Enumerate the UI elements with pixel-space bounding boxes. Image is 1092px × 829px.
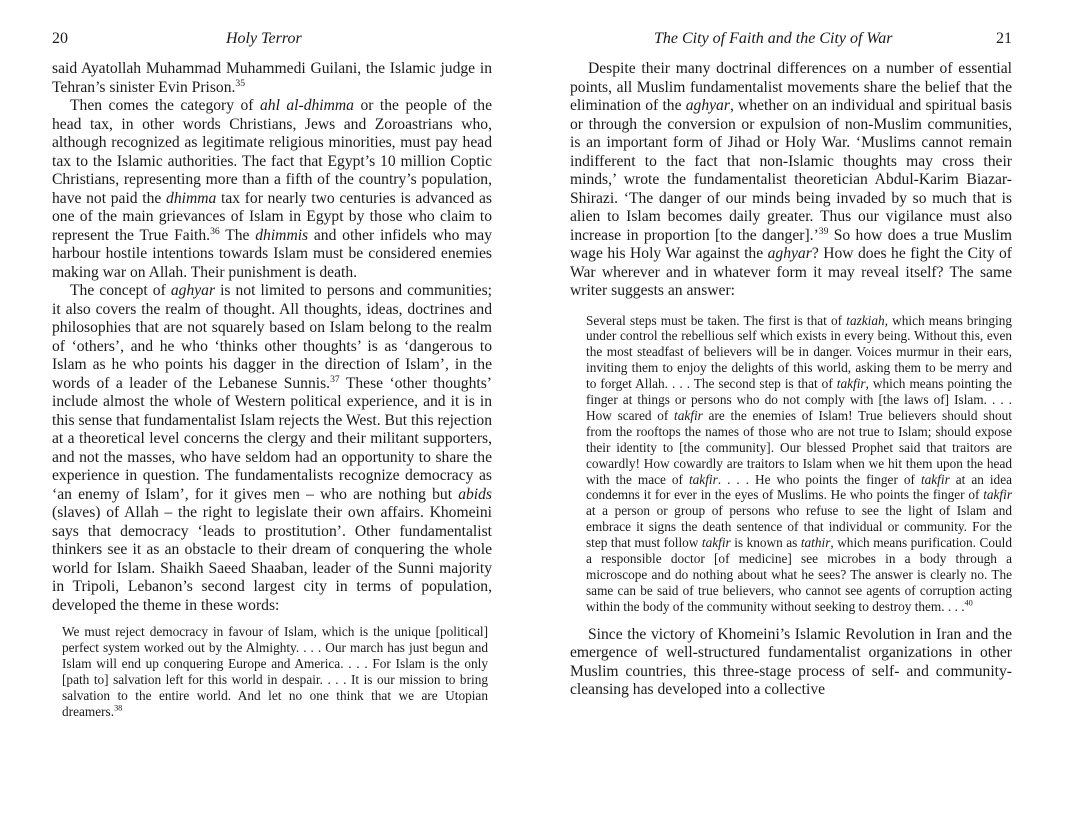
body-paragraph: said Ayatollah Muhammad Muhammedi Guilani, the Islamic judge in Tehran’s sinister Evin Prison.$^{35}$	[52, 60, 492, 96]
body-paragraph: Since the victory of Khomeini’s Islamic Revolution in Iran and the emergence of well-structured fundamentalist organizations in other Muslim countries, this three-stage process of self- and community-cleansing has developed into a collective	[570, 625, 1012, 699]
left-running-head	[52, 30, 492, 54]
body-paragraph: Then comes the category of ahl al-dhimma or the people of the head tax, in other words Christians, Jews and Zoroastrians who, although recognized as legitimate religious minorities, must pay head tax to the Islamic authorities. The fact that Egypt’s 10 million Coptic Christians, representing more than a fifth of the country’s population, have not paid the dhimma tax for nearly two centuries is advanced as one of the main grievances of Islam in Egypt by those who claim to represent the True Faith.$^{36}$ The dhimmis and other infidels who may harbour hostile intentions towards Islam must be considered enemies making war on Allah. Their punishment is death.	[52, 97, 493, 281]
left-page	[52, 0, 492, 829]
body-paragraph: Despite their many doctrinal differences on a number of essential points, all Muslim fundamentalist movements share the belief that the elimination of the aghyar, whether on an individual and spiritual basis or through the conversion or expulsion of non-Muslim communities, is an important form of Jihad or Holy War. ‘Muslims cannot remain indifferent to the fact that non-Islamic thoughts may cross their minds,’ wrote the fundamentalist theoretician Abdul-Karim Biazar-Shirazi. ‘The danger of our minds being invaded by so much that is alien to Islam becomes daily greater. Thus our vigilance must also increase in proportion [to the danger].’$^{39}$ So how does a true Muslim wage his Holy War against the aghyar? How does he fight the City of War wherever and in whatever form it may reveal itself? The same writer suggests an answer:	[570, 60, 1012, 299]
left-page-body	[52, 60, 492, 728]
left-running-title: Holy Terror	[226, 30, 302, 47]
right-running-head	[570, 30, 1012, 54]
body-paragraph: The concept of aghyar is not limited to persons and communities; it also covers the realm of thought. All thoughts, ideas, doctrines and philosophies that are not squarely based on Islam belong to the realm of ‘others’, and he who ‘thinks other thoughts’ is as ‘dangerous to Islam as he who points his dagger in the direction of Islam’, in the words of a leader of the Lebanese Sunnis.$^{37}$ These ‘other thoughts’ include almost the whole of Western political experience, and it is in this sense that fundamentalist Islam rejects the West. But this rejection at a theoretical level concerns the clergy and their militant supporters, and not the masses, who have seldom had an opportunity to share the experience in question. The fundamentalists recognize democracy as ‘an enemy of Islam’, for it gives men – who are nothing but abids (slaves) of Allah – the right to legislate their own affairs. Khomeini says that democracy ‘leads to prostitution’. Other fundamentalist thinkers see it as an obstacle to their dream of conquering the whole world for Islam. Shaikh Saeed Shaaban, leader of the Sunni majority in Tripoli, Lebanon’s second largest city in terms of population, developed the theme in these words:	[52, 282, 492, 614]
right-page-number: 21	[996, 30, 1012, 47]
right-page-body	[570, 60, 1012, 700]
block-quote: We must reject democracy in favour of Islam, which is the unique [political] perfect system worked out by the Almighty. . . . Our march has just begun and Islam will end up conquering Europe and America. . . . For Islam is the only [path to] salvation left for this world in despair. . . . It is our mission to bring salvation to the entire world. And let no one think that we are Utopian dreamers.$^{38}$	[62, 624, 488, 719]
right-page	[570, 0, 1012, 829]
block-quote: Several steps must be taken. The first is that of tazkiah, which means bringing under control the rebellious self which exists in every being. Without this, even the most steadfast of believers will be in danger. Voices murmur in their ears, inviting them to enjoy the delights of this world, asking them to be merry and to forget Allah. . . . The second step is that of takfir, which means pointing the finger at things or persons who do not comply with [the laws of] Islam. . . . How scared of takfir are the enemies of Islam! True believers should shout from the rooftops the names of those who are not true to Islam; should expose their identity to [the community]. Our blessed Prophet said that traitors are cowardly! How cowardly are traitors to Islam when we hit them upon the head with the mace of takfir. . . . He who points the finger of takfir at an idea condemns it for ever in the eyes of Muslims. He who points the finger of takfir at a person or group of persons who refuse to see the light of Islam and embrace it signs the death sentence of that individual or community. For the step that must follow takfir is known as tathir, which means purification. Could a responsible doctor [of medicine] see microbes in a body through a microscope and do nothing about what he sees? The answer is clearly no. The same can be said of true believers, who cannot see agents of corruption acting within the body of the community without seeking to destroy them. . . .$^{40}$	[586, 312, 1013, 614]
right-running-title: The City of Faith and the City of War	[654, 30, 893, 47]
left-page-number: 20	[52, 30, 68, 47]
